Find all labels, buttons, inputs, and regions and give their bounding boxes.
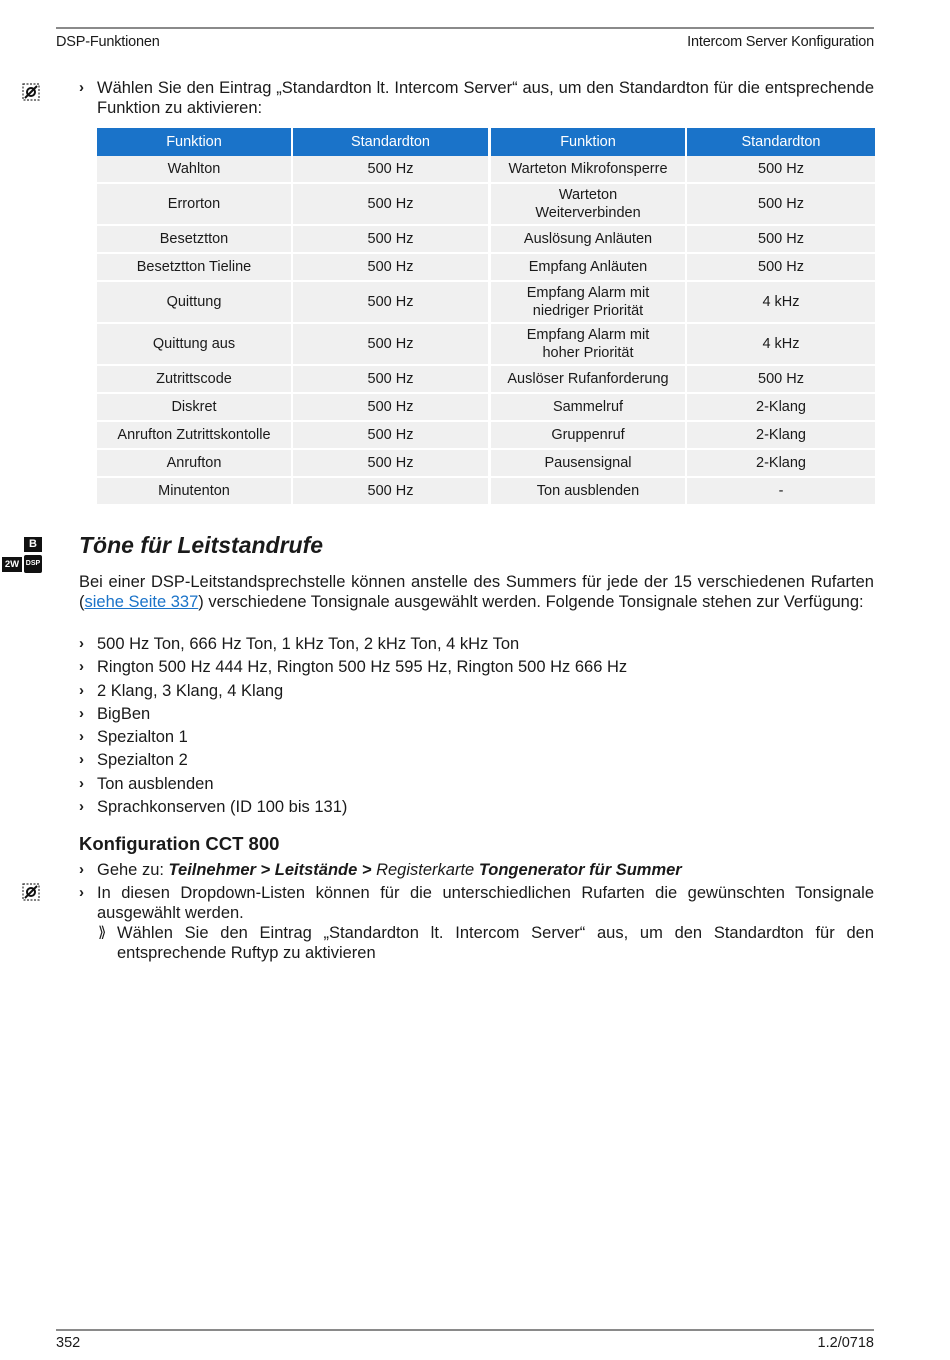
table-cell: Gruppenruf: [491, 422, 687, 450]
table-cell: Quittung aus: [97, 324, 293, 366]
table-cell: 4 kHz: [687, 282, 875, 324]
paragraph-text: Bei einer DSP-Leitstandsprechstelle können anstelle des Summers für jede der 15 verschiedenen Rufarten (: [79, 573, 874, 611]
table-cell: 500 Hz: [293, 282, 491, 324]
configuration-icon: [22, 883, 40, 901]
table-cell: Warteton Mikrofonsperre: [491, 156, 687, 184]
list-item: [79, 774, 874, 797]
section-paragraph: [79, 572, 874, 612]
table-cell: 500 Hz: [293, 394, 491, 422]
table-cell: 500 Hz: [293, 254, 491, 282]
table-cell: 500 Hz: [687, 226, 875, 254]
table-row: [97, 324, 875, 366]
chevron-right-icon: ›: [79, 704, 84, 722]
section-title: Töne für Leitstandrufe: [79, 532, 324, 558]
goto-prefix: Gehe zu:: [97, 861, 169, 879]
table-cell: Empfang Alarm mit niedriger Priorität: [491, 282, 687, 324]
sub-step-text: Wählen Sie den Eintrag „Standardton lt. Intercom Server“ aus, um den Standardton für den entsprechende Ruftyp zu aktivieren: [117, 924, 874, 962]
list-item-text: Sprachkonserven (ID 100 bis 131): [97, 798, 348, 817]
page-link[interactable]: siehe Seite 337: [84, 593, 199, 611]
step-text: In diesen Dropdown-Listen können für die unterschiedlichen Rufarten die gewünschten Tonsignale ausgewählt werden.: [97, 884, 874, 922]
paragraph-text: ) verschiedene Tonsignale ausgewählt werden. Folgende Tonsignale stehen zur Verfügung:: [198, 593, 864, 611]
page-number: 352: [56, 1335, 81, 1351]
list-item: [79, 750, 874, 773]
tone-list: [79, 634, 874, 820]
table-cell: Diskret: [97, 394, 293, 422]
table-row: [97, 282, 875, 324]
table-cell: 2-Klang: [687, 394, 875, 422]
table-row: [97, 366, 875, 394]
default-tone-table: [97, 128, 875, 506]
document-version: 1.2/0718: [817, 1335, 874, 1351]
list-item-text: 500 Hz Ton, 666 Hz Ton, 1 kHz Ton, 2 kHz Ton, 4 kHz Ton: [97, 635, 520, 653]
table-row: [97, 422, 875, 450]
goto-register: Registerkarte: [376, 861, 479, 879]
list-item: [79, 681, 874, 704]
list-item-text: BigBen: [97, 704, 151, 723]
table-cell: 500 Hz: [293, 478, 491, 506]
goto-path: Teilnehmer > Leitstände >: [168, 861, 377, 879]
chevron-right-icon: ›: [79, 681, 84, 699]
header-section: Intercom Server Konfiguration: [687, 34, 874, 50]
table-cell: Auslöser Rufanforderung: [491, 366, 687, 394]
footer-rule: [56, 1329, 874, 1331]
table-header: Funktion: [491, 128, 687, 156]
config-steps: [79, 860, 874, 963]
table-row: [97, 254, 875, 282]
list-item: [79, 727, 874, 750]
chevron-right-icon: ›: [79, 635, 84, 652]
table-cell: 500 Hz: [293, 450, 491, 478]
table-cell: 4 kHz: [687, 324, 875, 366]
configuration-icon: [22, 83, 40, 101]
list-item-text: Rington 500 Hz 444 Hz, Rington 500 Hz 595 Hz, Rington 500 Hz 666 Hz: [97, 658, 628, 677]
table-cell: Empfang Anläuten: [491, 254, 687, 282]
config-title: Konfiguration CCT 800: [79, 833, 280, 854]
table-cell: 500 Hz: [687, 184, 875, 226]
table-cell: Zutrittscode: [97, 366, 293, 394]
list-item: [79, 704, 874, 727]
dsp-chip-icon: DSP: [24, 555, 42, 573]
table-row: [97, 394, 875, 422]
chevron-right-icon: ›: [79, 774, 84, 792]
table-cell: Anrufton Zutrittskontolle: [97, 422, 293, 450]
table-cell: 500 Hz: [687, 254, 875, 282]
table-cell: Errorton: [97, 184, 293, 226]
intro-bullet: [79, 78, 874, 118]
list-item: [79, 797, 874, 820]
chevron-right-icon: ›: [79, 884, 84, 901]
list-item-text: Spezialton 1: [97, 728, 188, 747]
table-row: [97, 156, 875, 184]
table-cell: Quittung: [97, 282, 293, 324]
table-cell: Sammelruf: [491, 394, 687, 422]
table-cell: Ton ausblenden: [491, 478, 687, 506]
table-cell: Empfang Alarm mit hoher Priorität: [491, 324, 687, 366]
step-goto: [79, 860, 874, 880]
sub-step: [79, 923, 874, 963]
table-cell: 500 Hz: [293, 324, 491, 366]
list-item-text: Ton ausblenden: [97, 774, 214, 793]
table-header: Standardton: [293, 128, 491, 156]
chevron-right-icon: ›: [79, 861, 84, 878]
table-cell: 500 Hz: [293, 422, 491, 450]
table-cell: 500 Hz: [293, 184, 491, 226]
header-rule: [56, 27, 874, 29]
table-cell: 2-Klang: [687, 422, 875, 450]
intro-step: [79, 78, 874, 118]
chevron-right-icon: ›: [79, 658, 84, 676]
chevron-right-icon: ›: [79, 751, 84, 769]
list-item: [79, 657, 874, 680]
table-cell: 500 Hz: [293, 226, 491, 254]
table-cell: 500 Hz: [293, 156, 491, 184]
chevron-right-icon: ›: [79, 798, 84, 816]
list-item: [79, 634, 874, 657]
list-item-text: Spezialton 2: [97, 751, 188, 770]
goto-tab: Tongenerator für Summer: [478, 861, 682, 879]
table-header: Standardton: [687, 128, 875, 156]
b-badge-icon: B: [24, 537, 42, 552]
intro-text: Wählen Sie den Eintrag „Standardton lt. Intercom Server“ aus, um den Standardton für die entsprechende Funktion zu aktivieren:: [97, 79, 874, 117]
step-dropdown: [79, 883, 874, 923]
table-cell: 2-Klang: [687, 450, 875, 478]
table-cell: Minutenton: [97, 478, 293, 506]
table-cell: Besetztton Tieline: [97, 254, 293, 282]
table-cell: Wahlton: [97, 156, 293, 184]
table-cell: Besetztton: [97, 226, 293, 254]
table-cell: 500 Hz: [687, 366, 875, 394]
table-row: [97, 226, 875, 254]
table-cell: 500 Hz: [687, 156, 875, 184]
list-item-text: 2 Klang, 3 Klang, 4 Klang: [97, 681, 284, 700]
table-row: [97, 478, 875, 506]
table-row: [97, 450, 875, 478]
table-cell: Pausensignal: [491, 450, 687, 478]
two-wire-badge-icon: 2W: [2, 557, 22, 572]
table-cell: Auslösung Anläuten: [491, 226, 687, 254]
table-row: [97, 184, 875, 226]
table-header: Funktion: [97, 128, 293, 156]
table-cell: -: [687, 478, 875, 506]
header-chapter: DSP-Funktionen: [56, 34, 160, 50]
chevron-right-icon: ›: [79, 728, 84, 746]
table-cell: 500 Hz: [293, 366, 491, 394]
table-cell: Anrufton: [97, 450, 293, 478]
table-cell: Warteton Weiterverbinden: [491, 184, 687, 226]
chevron-right-icon: ›: [79, 79, 84, 96]
double-chevron-icon: ⟫: [98, 924, 107, 941]
